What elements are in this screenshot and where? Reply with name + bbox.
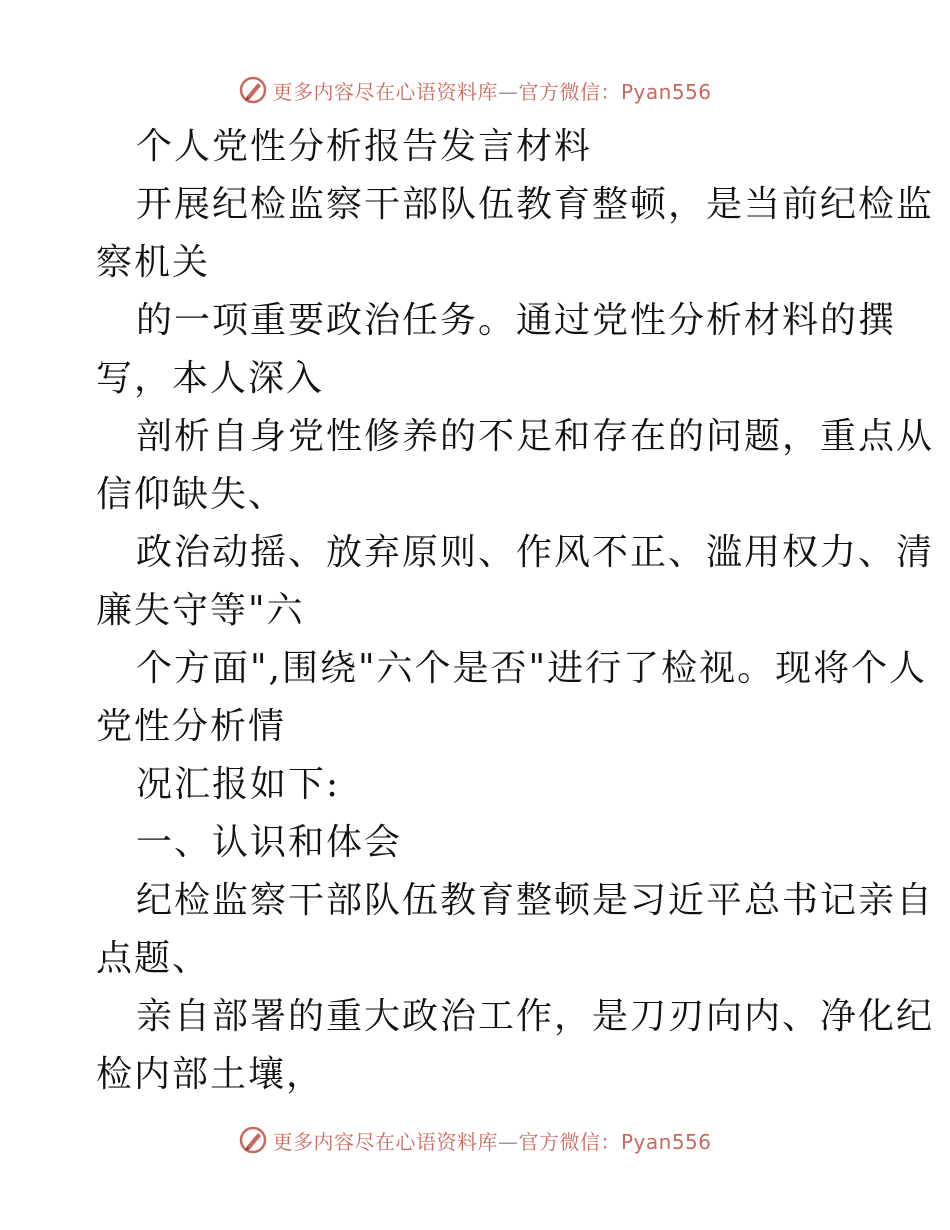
text-line: 亲自部署的重大政治工作，是刀刃向内、净化纪 [136,996,935,1037]
banner-text [272,76,711,105]
document-body [96,118,935,1104]
text-line: 个方面",围绕"六个是否"进行了检视。现将个人 [136,648,928,689]
banner-separator: — [497,1129,519,1154]
text-line: 党性分析情 [96,706,287,747]
text-line: 检内部土壤， [96,1054,325,1095]
footer-watermark-banner [0,1120,950,1160]
banner-label: 官方微信： [518,1129,621,1154]
banner-text [272,1126,711,1155]
text-line: 剖析自身党性修养的不足和存在的问题，重点从 [136,416,935,457]
header-watermark-banner [0,70,950,110]
text-line: 况汇报如下: [136,764,341,805]
text-line: 察机关 [96,242,211,283]
banner-title: 更多内容尽在心语资料库 [272,1129,498,1154]
text-line: 政治动摇、放弃原则、作风不正、滥用权力、清 [136,532,935,573]
text-line: 开展纪检监察干部队伍教育整顿，是当前纪检监 [136,184,935,225]
banner-label: 官方微信： [518,79,621,104]
banner-account: Pyan556 [620,1129,712,1154]
text-line: 信仰缺失、 [96,474,287,515]
pen-logo-icon [238,75,268,105]
pen-logo-icon [238,1125,268,1155]
banner-account: Pyan556 [620,79,712,104]
text-line: 写，本人深入 [96,358,325,399]
text-line: 一、认识和体会 [136,822,403,863]
banner-title: 更多内容尽在心语资料库 [272,79,498,104]
text-line: 的一项重要政治任务。通过党性分析材料的撰 [136,300,897,341]
text-line: 纪检监察干部队伍教育整顿是习近平总书记亲自 [136,880,935,921]
text-line: 个人党性分析报告发言材料 [136,126,593,167]
text-line: 廉失守等"六 [96,590,305,631]
banner-separator: — [497,79,519,104]
text-line: 点题、 [96,938,211,979]
